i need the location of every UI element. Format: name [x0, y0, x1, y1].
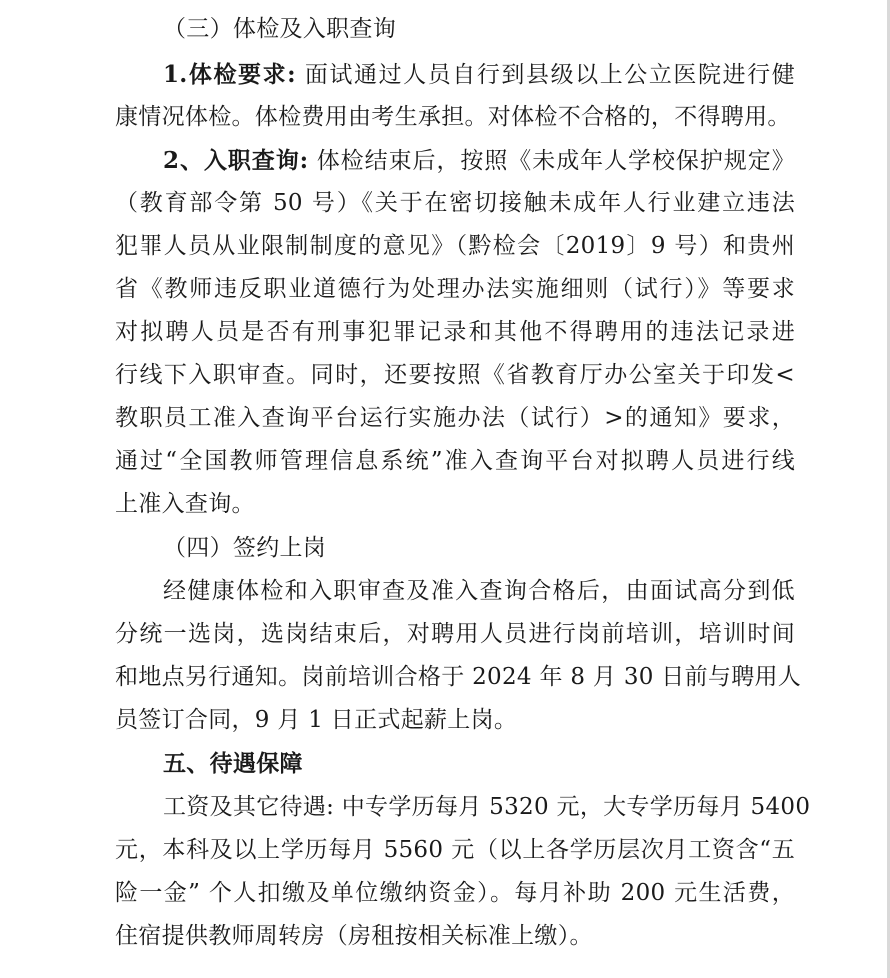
paragraph-line: 险一金” 个人扣缴及单位缴纳资金）。每月补助 200 元生活费， [115, 880, 795, 906]
paragraph-line: 分统一选岗，选岗结束后，对聘用人员进行岗前培训，培训时间 [115, 621, 795, 647]
paragraph-line: 元，本科及以上学历每月 5560 元（以上各学历层次月工资含“五 [115, 837, 795, 863]
paragraph-line: 住宿提供教师周转房（房租按相关标准上缴）。 [115, 923, 593, 949]
paragraph-line: 通过“全国教师管理信息系统”准入查询平台对拟聘人员进行线 [115, 448, 795, 474]
paragraph-line: 行线下入职审查。同时，还要按照《省教育厅办公室关于印发< [115, 362, 795, 388]
paragraph-line: 教职员工准入查询平台运行实施办法（试行）>的通知》要求， [115, 405, 795, 431]
section-heading-4: （四）签约上岗 [163, 535, 327, 561]
paragraph-line: 经健康体检和入职审查及准入查询合格后，由面试高分到低 [163, 578, 795, 604]
paragraph-line: 对拟聘人员是否有刑事犯罪记录和其他不得聘用的违法记录进 [115, 319, 795, 345]
paragraph-text: 体检结束后，按照《未成年人学校保护规定》 [316, 148, 795, 174]
paragraph-line: 犯罪人员从业限制制度的意见》（黔检会〔2019〕9 号）和贵州 [115, 233, 795, 259]
paragraph-line: 康情况体检。体检费用由考生承担。对体检不合格的，不得聘用。 [115, 104, 791, 130]
paragraph-line [163, 146, 795, 176]
paragraph-line: 上准入查询。 [115, 491, 255, 517]
paragraph-text: 面试通过人员自行到县级以上公立医院进行健 [304, 62, 796, 88]
paragraph-line: 和地点另行通知。岗前培训合格于 2024 年 8 月 30 日前与聘用人 [115, 664, 802, 690]
paragraph-line: 员签订合同，9 月 1 日正式起薪上岗。 [115, 707, 518, 733]
paragraph-line: 省《教师违反职业道德行为处理办法实施细则（试行）》等要求 [115, 276, 795, 302]
paragraph-line: （教育部令第 50 号）《关于在密切接触未成年人行业建立违法 [115, 190, 795, 216]
item-label-onboarding-check: 2、入职查询: [163, 147, 309, 174]
paragraph-line [163, 60, 795, 90]
section-heading-3: （三）体检及入职查询 [163, 16, 396, 42]
paragraph-line: 工资及其它待遇: 中专学历每月 5320 元，大专学历每月 5400 [163, 794, 811, 820]
section-heading-5: 五、待遇保障 [163, 750, 303, 777]
item-label-physical-exam: 1.体检要求: [163, 61, 296, 88]
